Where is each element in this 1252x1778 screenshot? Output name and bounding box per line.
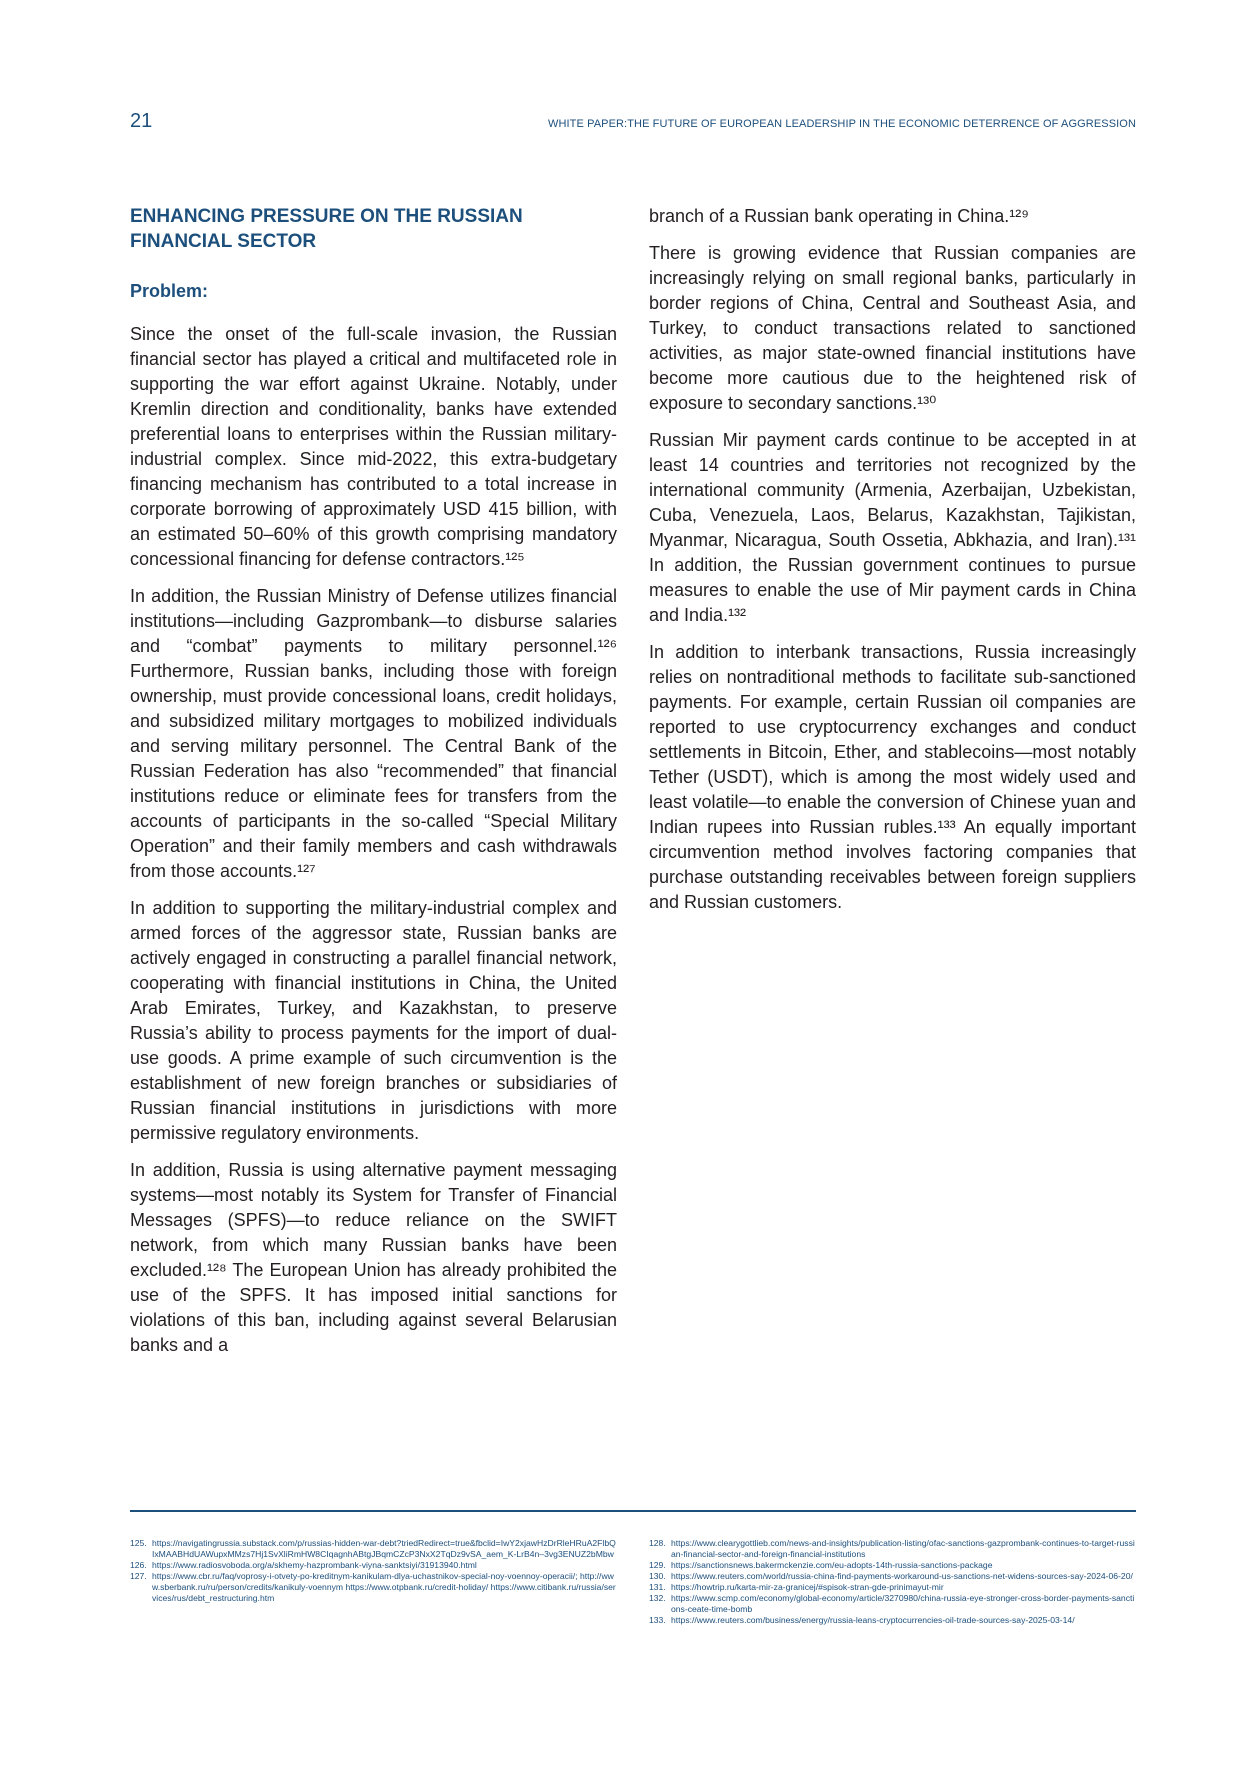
body-paragraph: Since the onset of the full-scale invasion, the Russian financial sector has played a critical and multifaceted role in supporting the war effort against Ukraine. Notably, under Kremlin direction and conditionality, banks have extended preferential loans to enterprises within the Russian military-industrial complex. Since mid-2022, this extra-budgetary financing mechanism has contributed to a total increase in corporate borrowing of approximately USD 415 billion, with an estimated 50–60% of this growth comprising mandatory concessional financing for defense contractors.¹²⁵: [130, 324, 617, 569]
footnotes-right: [649, 1538, 1136, 1626]
footnote-number: 128.: [649, 1538, 666, 1548]
footnote-number: 133.: [649, 1615, 666, 1625]
body-paragraph: In addition, Russia is using alternative payment messaging systems—most notably its System for Transfer of Financial Messages (SPFS)—to reduce reliance on the SWIFT network, from which many Russian banks have been excluded.¹²⁸ The European Union has already prohibited the use of the SPFS. It has imposed initial sanctions for violations of this ban, including against several Belarusian banks and a: [130, 1160, 617, 1355]
footnote-link[interactable]: https://www.radiosvoboda.org/a/skhemy-hazprombank-viyna-sanktsiyi/31913940.html: [152, 1560, 477, 1570]
body-paragraph: branch of a Russian bank operating in China.¹²⁹: [649, 206, 1029, 226]
left-column: [130, 204, 617, 1370]
footnote-link[interactable]: https://www.clearygottlieb.com/news-and-insights/publication-listing/ofac-sanctions-gazprombank-continues-to-target-russian-financial-sector-and-foreign-financial-institutions: [671, 1538, 1135, 1559]
footnote-link[interactable]: https://www.scmp.com/economy/global-economy/article/3270980/china-russia-eye-stronger-cross-border-payments-sanctions-ceate-time-bomb: [671, 1593, 1135, 1614]
page-number: 21: [130, 110, 153, 132]
body-paragraph: In addition to supporting the military-industrial complex and armed forces of the aggressor state, Russian banks are actively engaged in constructing a parallel financial network, cooperating with financial institutions in China, the United Arab Emirates, Turkey, and Kazakhstan, to preserve Russia’s ability to process payments for the import of dual-use goods. A prime example of such circumvention is the establishment of new foreign branches or subsidiaries of Russian financial institutions in jurisdictions with more permissive regulatory environments.: [130, 898, 617, 1143]
section-heading: ENHANCING PRESSURE ON THE RUSSIAN FINANCIAL SECTOR: [130, 206, 523, 252]
footnote-link[interactable]: https://navigatingrussia.substack.com/p/russias-hidden-war-debt?triedRedirect=true&fbclid=IwY2xjawHzDrRleHRuA2FlbQIxMAABHdUAWupxMMzs7Hj1SvXliRmHW8CIqagnhABtgJBqmCZcP3NxX2TqDz9vSA_aem_K-LrB4n–3vg3ENUZ2bMbw: [152, 1538, 616, 1559]
footnote-number: 127.: [130, 1571, 147, 1581]
footnote: [649, 1560, 1136, 1571]
footnote-number: 130.: [649, 1571, 666, 1581]
footnote: [130, 1571, 617, 1604]
footnote: [649, 1582, 1136, 1593]
footnote-number: 131.: [649, 1582, 666, 1592]
footnote-divider: [130, 1510, 1136, 1512]
footnote-number: 125.: [130, 1538, 147, 1548]
footnote-link[interactable]: https://howtrip.ru/karta-mir-za-granicej/#spisok-stran-gde-prinimayut-mir: [671, 1582, 944, 1592]
footnote: [649, 1593, 1136, 1615]
footnotes-left: [130, 1538, 617, 1604]
right-column: [649, 204, 1136, 927]
footnote-number: 132.: [649, 1593, 666, 1603]
footnote-link[interactable]: https://www.cbr.ru/faq/voprosy-i-otvety-po-kreditnym-kanikulam-dlya-uchastnikov-special-noy-voennoy-operacii/; http://www.sberbank.ru/ru/person/credits/kanikuly-voennym https://www.otpbank.ru/credit-holiday/ https://www.citibank.ru/russia/services/rus/debt_restructuring.htm: [152, 1571, 616, 1603]
body-paragraph: There is growing evidence that Russian companies are increasingly relying on small regional banks, particularly in border regions of China, Central and Southeast Asia, and Turkey, to conduct transactions related to sanctioned activities, as major state-owned financial institutions have become more cautious due to the heightened risk of exposure to secondary sanctions.¹³⁰: [649, 243, 1136, 413]
running-header: WHITE PAPER:THE FUTURE OF EUROPEAN LEADERSHIP IN THE ECONOMIC DETERRENCE OF AGGRESSION: [547, 118, 1136, 130]
footnote: [649, 1615, 1136, 1626]
footnote-number: 126.: [130, 1560, 147, 1570]
body-paragraph: In addition to interbank transactions, Russia increasingly relies on nontraditional methods to facilitate sub-sanctioned payments. For example, certain Russian oil companies are reported to use cryptocurrency exchanges and conduct settlements in Bitcoin, Ether, and stablecoins—most notably Tether (USDT), which is among the most widely used and least volatile—to enable the conversion of Chinese yuan and Indian rupees into Russian rubles.¹³³ An equally important circumvention method involves factoring companies that purchase outstanding receivables between foreign suppliers and Russian customers.: [649, 642, 1136, 912]
footnote-number: 129.: [649, 1560, 666, 1570]
footnote: [130, 1538, 617, 1560]
footnote-link[interactable]: https://sanctionsnews.bakermckenzie.com/eu-adopts-14th-russia-sanctions-package: [671, 1560, 993, 1570]
footnote: [130, 1560, 617, 1571]
body-paragraph: In addition, the Russian Ministry of Defense utilizes financial institutions—including Gazprombank—to disburse salaries and “combat” payments to military personnel.¹²⁶ Furthermore, Russian banks, including those with foreign ownership, must provide concessional loans, credit holidays, and subsidized military mortgages to mobilized individuals and serving military personnel. The Central Bank of the Russian Federation has also “recommended” that financial institutions reduce or eliminate fees for transfers from the accounts of participants in the so-called “Special Military Operation” and their family members and cash withdrawals from those accounts.¹²⁷: [130, 586, 617, 881]
body-paragraph: Russian Mir payment cards continue to be accepted in at least 14 countries and territories not recognized by the international community (Armenia, Azerbaijan, Uzbekistan, Cuba, Venezuela, Laos, Belarus, Kazakhstan, Tajikistan, Myanmar, Nicaragua, South Ossetia, Abkhazia, and Iran).¹³¹ In addition, the Russian government continues to pursue measures to enable the use of Mir payment cards in China and India.¹³²: [649, 430, 1136, 625]
footnote: [649, 1571, 1136, 1582]
problem-subheading: Problem:: [130, 281, 209, 301]
footnote: [649, 1538, 1136, 1560]
footnote-link[interactable]: https://www.reuters.com/world/russia-china-find-payments-workaround-us-sanctions-net-widens-sources-say-2024-06-20/: [671, 1571, 1133, 1581]
footnote-link[interactable]: https://www.reuters.com/business/energy/russia-leans-cryptocurrencies-oil-trade-sources-say-2025-03-14/: [671, 1615, 1075, 1625]
